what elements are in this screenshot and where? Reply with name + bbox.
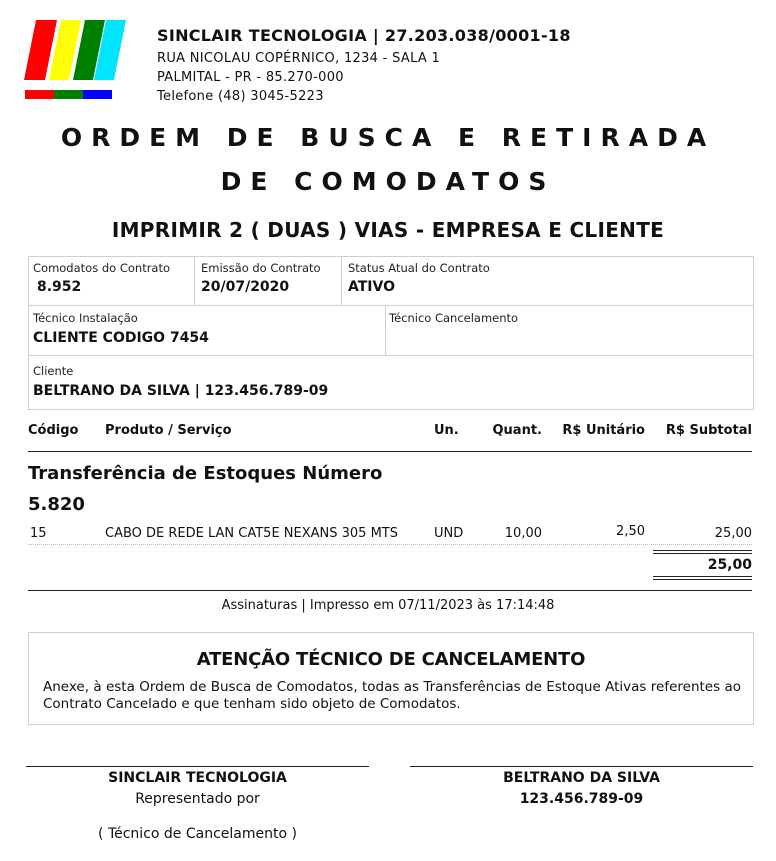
header-subtotal: R$ Subtotal <box>665 423 752 438</box>
row-subtotal: 25,00 <box>714 526 752 541</box>
total-rule-top-1 <box>653 550 752 551</box>
status-value: ATIVO <box>348 279 395 295</box>
tecnico-instalacao-value: CLIENTE CODIGO 7454 <box>33 330 209 346</box>
emissao-label: Emissão do Contrato <box>201 261 321 275</box>
signature-line-client <box>410 766 753 767</box>
header-quant: Quant. <box>492 423 542 438</box>
attention-box <box>28 632 754 725</box>
tecnico-cancelamento-label: Técnico Cancelamento <box>389 311 519 325</box>
document-title-line2: DE COMODATOS <box>220 167 556 196</box>
cliente-label: Cliente <box>33 364 74 378</box>
table-header-rule <box>28 451 752 452</box>
row-un: UND <box>434 526 464 541</box>
company-address: RUA NICOLAU COPÉRNICO, 1234 - SALA 1 <box>157 51 441 66</box>
transfer-number: 5.820 <box>28 494 85 515</box>
total-rule-top-2 <box>653 553 752 554</box>
comodatos-label: Comodatos do Contrato <box>33 261 171 275</box>
signature-client-name: BELTRANO DA SILVA <box>503 770 660 786</box>
table-bottom-rule <box>28 590 752 591</box>
header-codigo: Código <box>28 423 79 438</box>
header-un: Un. <box>434 423 459 438</box>
company-phone: Telefone (48) 3045-5223 <box>157 89 324 104</box>
company-city: PALMITAL - PR - 85.270-000 <box>157 70 344 85</box>
signature-company-role: ( Técnico de Cancelamento ) <box>98 826 297 842</box>
transfer-title: Transferência de Estoques Número <box>28 463 383 484</box>
row-unitario: 2,50 <box>616 524 645 539</box>
header-produto: Produto / Serviço <box>105 423 232 438</box>
row-produto: CABO DE REDE LAN CAT5E NEXANS 305 MTS <box>105 526 398 541</box>
total-rule-bottom-2 <box>653 579 752 580</box>
logo-bar-red <box>25 90 54 99</box>
document-title-line1: ORDEM DE BUSCA E RETIRADA <box>60 123 716 152</box>
attention-title: ATENÇÃO TÉCNICO DE CANCELAMENTO <box>196 649 586 670</box>
signature-company-name: SINCLAIR TECNOLOGIA <box>108 770 287 786</box>
logo-bar-green <box>54 90 83 99</box>
row-divider <box>28 544 752 545</box>
document-subtitle: IMPRIMIR 2 ( DUAS ) VIAS - EMPRESA E CLIENTE <box>111 218 665 242</box>
company-logo <box>24 18 126 100</box>
signature-company-sub: Representado por <box>135 791 260 807</box>
row-codigo: 15 <box>30 526 47 541</box>
signature-client-doc: 123.456.789-09 <box>519 791 644 807</box>
emissao-value: 20/07/2020 <box>201 279 290 295</box>
cliente-value: BELTRANO DA SILVA | 123.456.789-09 <box>33 383 329 399</box>
comodatos-value: 8.952 <box>37 279 82 295</box>
status-label: Status Atual do Contrato <box>348 261 490 275</box>
company-header <box>157 26 571 106</box>
signature-line-company <box>26 766 369 767</box>
total-rule-bottom-1 <box>653 576 752 577</box>
print-info: Assinaturas | Impresso em 07/11/2023 às 17:14:48 <box>221 598 555 613</box>
total-value: 25,00 <box>707 557 752 573</box>
company-name: SINCLAIR TECNOLOGIA | 27.203.038/0001-18 <box>157 26 571 45</box>
tecnico-instalacao-label: Técnico Instalação <box>33 311 138 325</box>
header-unitario: R$ Unitário <box>562 423 645 438</box>
logo-bar-blue <box>83 90 112 99</box>
row-quant: 10,00 <box>504 526 542 541</box>
attention-text: Anexe, à esta Ordem de Busca de Comodatos, todas as Transferências de Estoque Ativas referentes ao Contrato Cancelado e que tenham sido objeto de Comodatos. <box>43 679 741 712</box>
